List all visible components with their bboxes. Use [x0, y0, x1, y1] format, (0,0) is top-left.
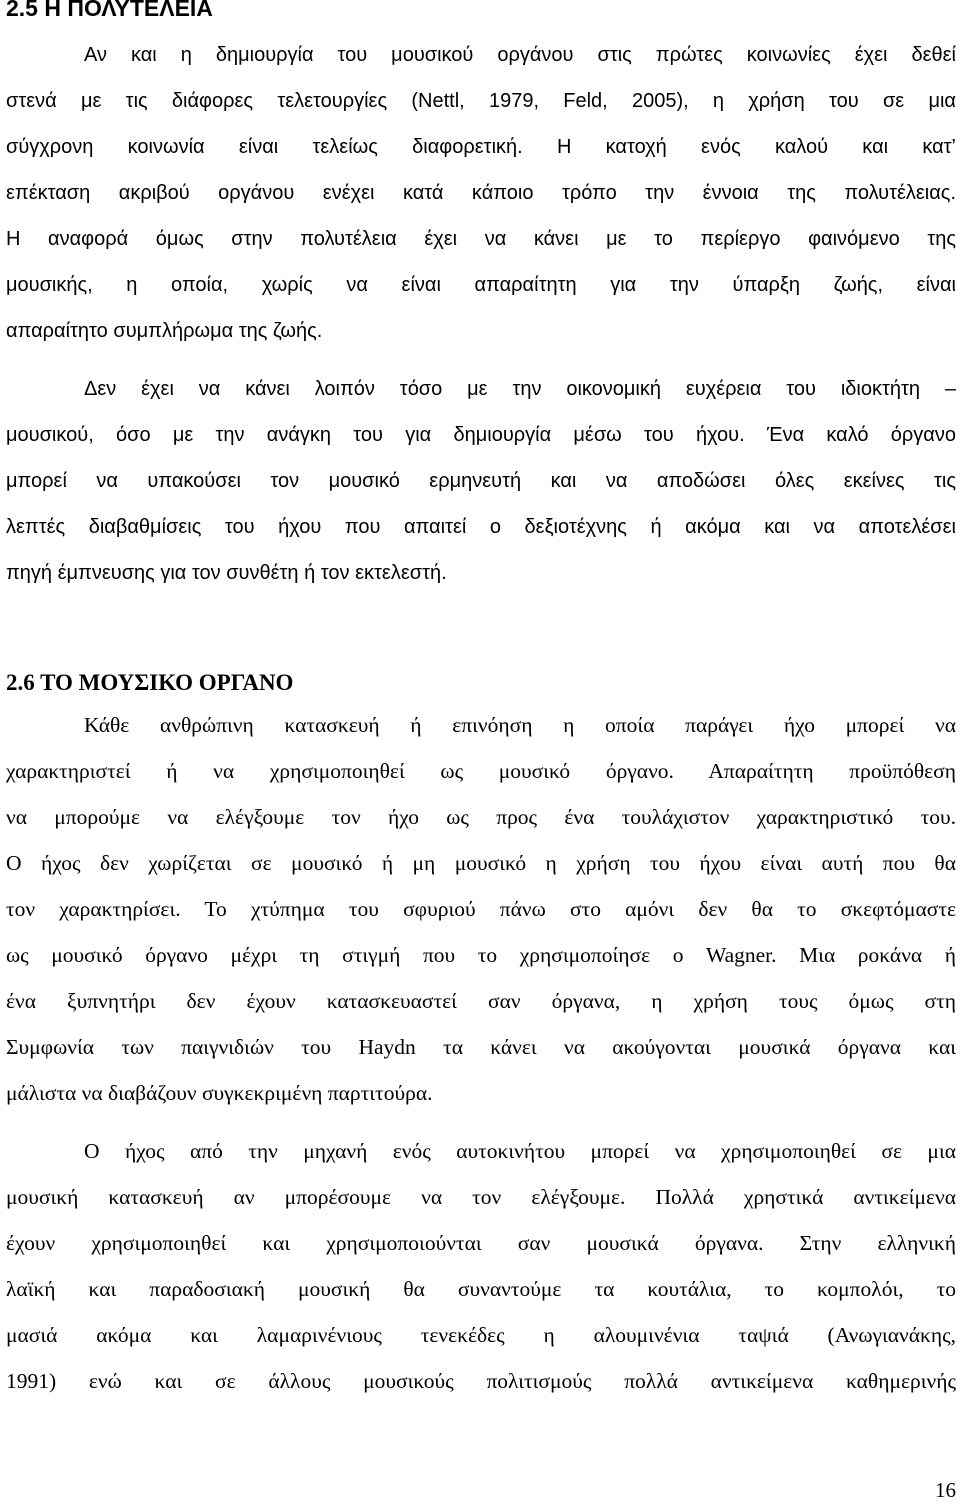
text-line: μουσική κατασκευή αν μπορέσουμε να τον ελέγξουμε. Πολλά χρηστικά αντικείμενα [6, 1185, 956, 1209]
text-line: ένα ξυπνητήρι δεν έχουν κατασκευαστεί σαν όργανα, η χρήση τους όμως στη [6, 989, 956, 1013]
text-line: μπορεί να υπακούσει τον μουσικό ερμηνευτή και να αποδώσει όλες εκείνες τις [6, 470, 956, 492]
text-line: τον χαρακτηρίσει. Το χτύπημα του σφυριού πάνω στο αμόνι δεν θα το σκεφτόμαστε [6, 897, 956, 921]
text-line: Αν και η δημιουργία του μουσικού οργάνου στις πρώτες κοινωνίες έχει δεθεί [84, 44, 956, 66]
text-line: στενά με τις διάφορες τελετουργίες (Nettl, 1979, Feld, 2005), η χρήση του σε μια [6, 90, 956, 112]
text-line: Συμφωνία των παιγνιδιών του Haydn τα κάνει να ακούγονται μουσικά όργανα και [6, 1035, 956, 1059]
text-line: Κάθε ανθρώπινη κατασκευή ή επινόηση η οποία παράγει ήχο μπορεί να [84, 713, 956, 737]
text-line: απαραίτητο συμπλήρωμα της ζωής. [6, 320, 323, 342]
text-line: ως μουσικό όργανο μέχρι τη στιγμή που το χρησιμοποίησε ο Wagner. Μια ροκάνα ή [6, 943, 956, 967]
page-number: 16 [935, 1478, 956, 1502]
text-line: λαϊκή και παραδοσιακή μουσική θα συναντούμε τα κουτάλια, το κομπολόι, το [6, 1277, 956, 1301]
text-line: μάλιστα να διαβάζουν συγκεκριμένη παρτιτούρα. [6, 1081, 433, 1105]
paragraph-luxury-2 [6, 366, 956, 596]
text-line: μασιά ακόμα και λαμαρινένιους τενεκέδες η αλουμινένια ταψιά (Ανωγιανάκης, [6, 1323, 956, 1347]
paragraph-instrument-1 [6, 702, 956, 1116]
text-line: Ο ήχος από την μηχανή ενός αυτοκινήτου μπορεί να χρησιμοποιηθεί σε μια [84, 1139, 956, 1163]
text-line: Η αναφορά όμως στην πολυτέλεια έχει να κάνει με το περίεργο φαινόμενο της [6, 228, 956, 250]
text-line: επέκταση ακριβού οργάνου ενέχει κατά κάποιο τρόπο την έννοια της πολυτέλειας. [6, 182, 956, 204]
text-line: σύγχρονη κοινωνία είναι τελείως διαφορετική. Η κατοχή ενός καλού και κατ’ [6, 136, 956, 158]
text-line: Ο ήχος δεν χωρίζεται σε μουσικό ή μη μουσικό η χρήση του ήχου είναι αυτή που θα [6, 851, 956, 875]
text-line: μουσικής, η οποία, χωρίς να είναι απαραίτητη για την ύπαρξη ζωής, είναι [6, 274, 956, 296]
text-line: πηγή έμπνευσης για τον συνθέτη ή τον εκτελεστή. [6, 562, 447, 584]
text-line: να μπορούμε να ελέγξουμε τον ήχο ως προς ένα τουλάχιστον χαρακτηριστικό του. [6, 805, 956, 829]
text-line: 1991) ενώ και σε άλλους μουσικούς πολιτισμούς πολλά αντικείμενα καθημερινής [6, 1369, 956, 1393]
paragraph-instrument-2 [6, 1128, 956, 1404]
text-line: Δεν έχει να κάνει λοιπόν τόσο με την οικονομική ευχέρεια του ιδιοκτήτη – [84, 378, 956, 400]
text-line: έχουν χρησιμοποιηθεί και χρησιμοποιούνται σαν μουσικά όργανα. Στην ελληνική [6, 1231, 956, 1255]
text-line: χαρακτηριστεί ή να χρησιμοποιηθεί ως μουσικό όργανο. Απαραίτητη προϋπόθεση [6, 759, 956, 783]
text-line: λεπτές διαβαθμίσεις του ήχου που απαιτεί ο δεξιοτέχνης ή ακόμα και να αποτελέσει [6, 516, 956, 538]
paragraph-luxury-1 [6, 32, 956, 354]
section-heading-luxury: 2.5 Η ΠΟΛΥΤΕΛΕΙΑ [6, 0, 213, 21]
text-line: μουσικού, όσο με την ανάγκη του για δημιουργία μέσω του ήχου. Ένα καλό όργανο [6, 424, 956, 446]
section-heading-musical-instrument: 2.6 ΤΟ ΜΟΥΣΙΚΟ ΟΡΓΑΝΟ [6, 670, 294, 695]
